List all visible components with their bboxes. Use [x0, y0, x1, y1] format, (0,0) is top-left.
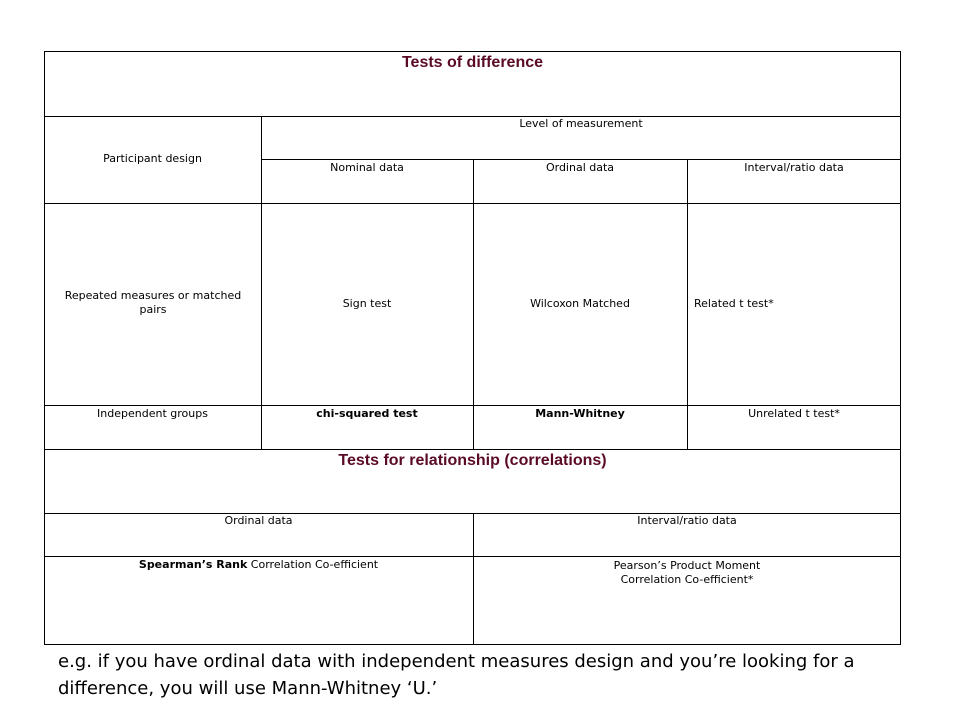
row-label-repeated-measures: Repeated measures or matched pairs [64, 289, 242, 316]
column-header-ordinal: Ordinal data [545, 161, 615, 174]
pearson-line-2: Correlation Co-efficient* [620, 573, 754, 586]
cell-related-t-test: Related t test* [694, 297, 774, 310]
column-header-nominal: Nominal data [330, 161, 404, 174]
row-divider [261, 159, 901, 160]
cell-mann-whitney: Mann-Whitney [535, 407, 625, 420]
relationship-header-interval: Interval/ratio data [637, 514, 737, 527]
spearman-bold-text: Spearman’s Rank [138, 558, 248, 571]
cell-pearsons-product-moment [473, 558, 901, 588]
cell-chi-squared-test: chi-squared test [316, 407, 418, 420]
spearman-rest-text: Correlation Co-efficient [247, 558, 379, 571]
caption-text: e.g. if you have ordinal data with independent measures design and you’re looking for a difference, you will use Mann-Whitney ‘U.’ [58, 651, 855, 699]
column-header-interval: Interval/ratio data [744, 161, 844, 174]
pearson-line-1: Pearson’s Product Moment [613, 559, 761, 572]
cell-wilcoxon-matched: Wilcoxon Matched [530, 297, 630, 310]
difference-section-title: Tests of difference [401, 54, 544, 71]
level-of-measurement-header: Level of measurement [519, 117, 643, 130]
relationship-section-title: Tests for relationship (correlations) [338, 452, 607, 469]
table-border-top [44, 51, 901, 52]
relationship-header-ordinal: Ordinal data [224, 514, 293, 527]
row-label-independent-groups: Independent groups [97, 407, 208, 420]
cell-spearmans-rank [44, 558, 473, 574]
cell-unrelated-t-test: Unrelated t test* [748, 407, 840, 420]
cell-sign-test: Sign test [342, 297, 392, 310]
participant-design-header: Participant design [103, 152, 202, 165]
